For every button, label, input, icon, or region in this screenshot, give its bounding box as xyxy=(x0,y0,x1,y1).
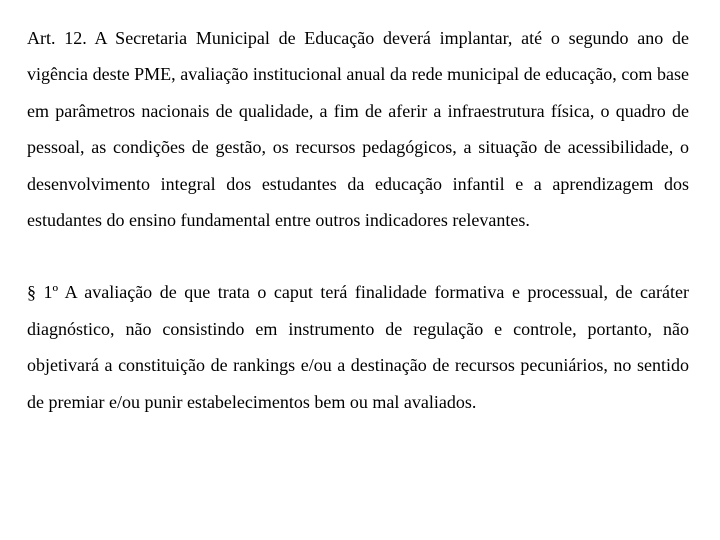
document-page xyxy=(27,20,689,420)
paragraph-1-text: § 1º A avaliação de que trata o caput terá finalidade formativa e processual, de caráter diagnóstico, não consistindo em instrumento de regulação e controle, portanto, não objetivará a constituição de rankings e/ou a destinação de recursos pecuniários, no sentido de premiar e/ou punir estabelecimentos bem ou mal avaliados. xyxy=(27,282,689,412)
article-12-text: Art. 12. A Secretaria Municipal de Educação deverá implantar, até o segundo ano de vigência deste PME, avaliação institucional anual da rede municipal de educação, com base em parâmetros nacionais de qualidade, a fim de aferir a infraestrutura física, o quadro de pessoal, as condições de gestão, os recursos pedagógicos, a situação de acessibilidade, o desenvolvimento integral dos estudantes da educação infantil e a aprendizagem dos estudantes do ensino fundamental entre outros indicadores relevantes. xyxy=(27,28,689,231)
